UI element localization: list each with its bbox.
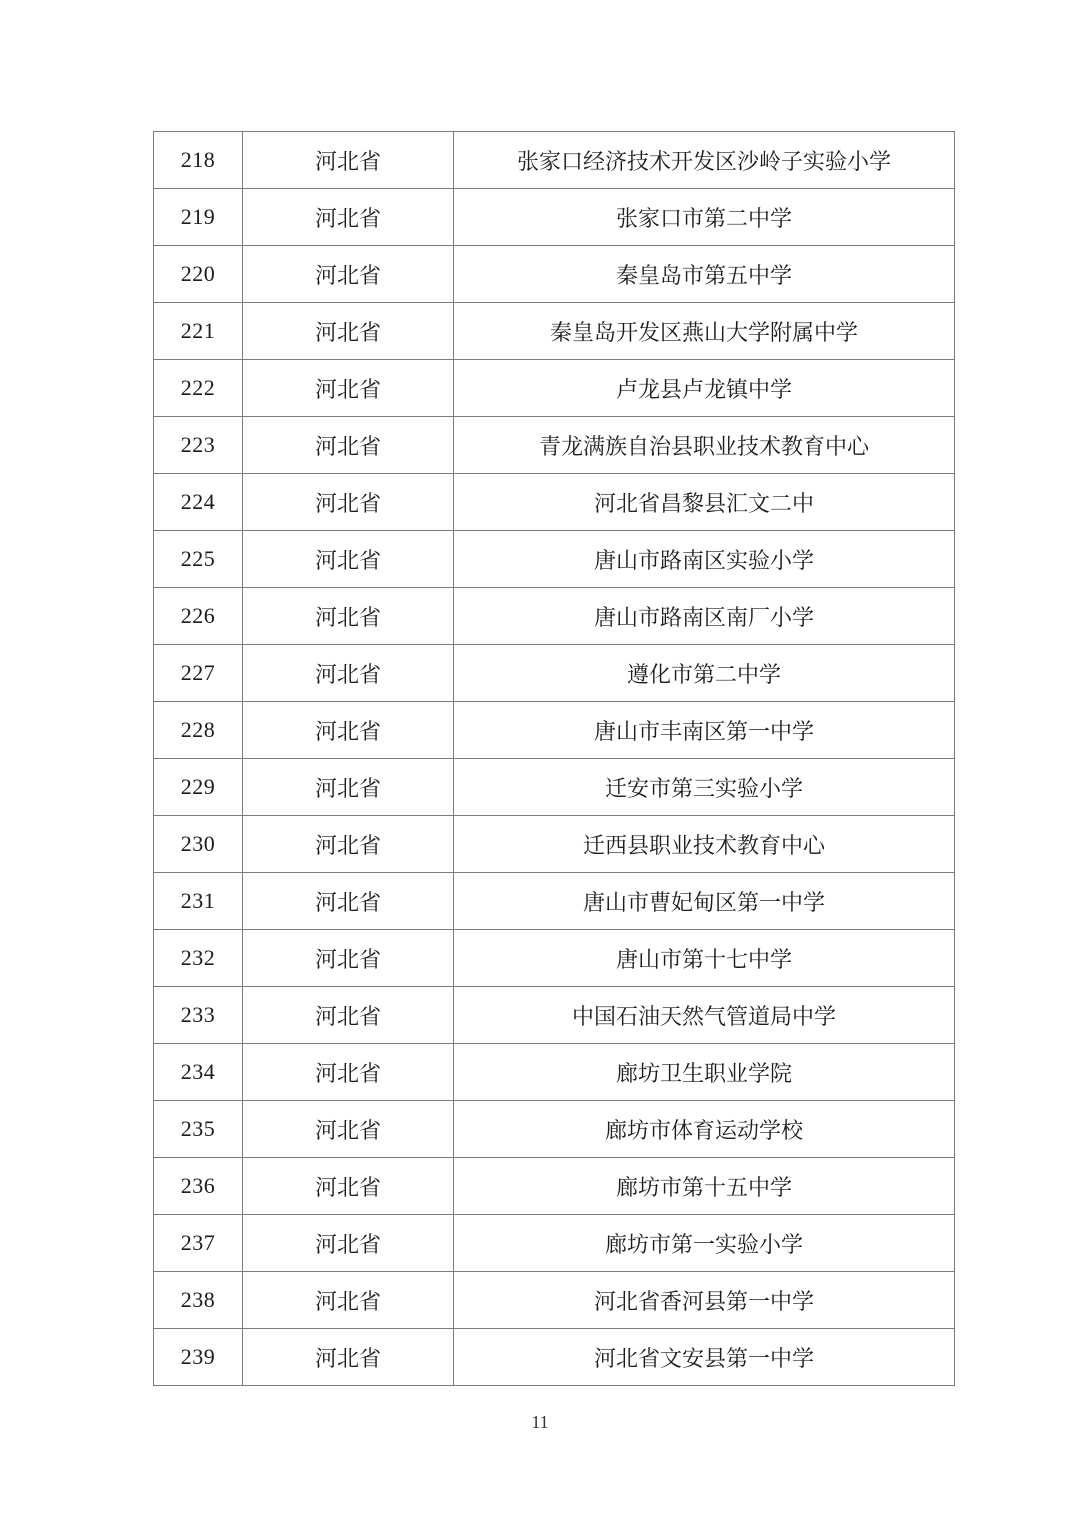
cell-province: 河北省: [243, 1272, 454, 1329]
table-row: [154, 417, 955, 474]
cell-index: 230: [154, 816, 243, 873]
cell-school: 唐山市第十七中学: [454, 930, 955, 987]
cell-school: 河北省香河县第一中学: [454, 1272, 955, 1329]
cell-school: 张家口市第二中学: [454, 189, 955, 246]
cell-province: 河北省: [243, 987, 454, 1044]
school-list-table: [153, 131, 955, 1386]
table-row: [154, 987, 955, 1044]
cell-index: 219: [154, 189, 243, 246]
table-row: [154, 759, 955, 816]
table-row: [154, 873, 955, 930]
cell-index: 238: [154, 1272, 243, 1329]
cell-school: 迁安市第三实验小学: [454, 759, 955, 816]
table-row: [154, 1101, 955, 1158]
cell-province: 河北省: [243, 873, 454, 930]
cell-school: 廊坊市第十五中学: [454, 1158, 955, 1215]
cell-school: 青龙满族自治县职业技术教育中心: [454, 417, 955, 474]
cell-province: 河北省: [243, 189, 454, 246]
cell-index: 237: [154, 1215, 243, 1272]
cell-province: 河北省: [243, 645, 454, 702]
cell-school: 唐山市路南区南厂小学: [454, 588, 955, 645]
cell-school: 廊坊市第一实验小学: [454, 1215, 955, 1272]
cell-school: 河北省昌黎县汇文二中: [454, 474, 955, 531]
cell-index: 229: [154, 759, 243, 816]
table-row: [154, 303, 955, 360]
cell-school: 遵化市第二中学: [454, 645, 955, 702]
cell-school: 河北省文安县第一中学: [454, 1329, 955, 1386]
cell-province: 河北省: [243, 1044, 454, 1101]
cell-index: 218: [154, 132, 243, 189]
table-row: [154, 531, 955, 588]
cell-school: 廊坊卫生职业学院: [454, 1044, 955, 1101]
cell-index: 228: [154, 702, 243, 759]
cell-index: 221: [154, 303, 243, 360]
table-row: [154, 474, 955, 531]
cell-province: 河北省: [243, 588, 454, 645]
cell-index: 232: [154, 930, 243, 987]
cell-index: 225: [154, 531, 243, 588]
cell-province: 河北省: [243, 246, 454, 303]
table-row: [154, 816, 955, 873]
cell-province: 河北省: [243, 360, 454, 417]
cell-school: 秦皇岛开发区燕山大学附属中学: [454, 303, 955, 360]
cell-province: 河北省: [243, 930, 454, 987]
table-row: [154, 132, 955, 189]
cell-index: 227: [154, 645, 243, 702]
table-row: [154, 246, 955, 303]
cell-province: 河北省: [243, 1101, 454, 1158]
cell-index: 231: [154, 873, 243, 930]
cell-index: 234: [154, 1044, 243, 1101]
cell-school: 唐山市路南区实验小学: [454, 531, 955, 588]
table-row: [154, 588, 955, 645]
cell-province: 河北省: [243, 303, 454, 360]
cell-province: 河北省: [243, 702, 454, 759]
table-row: [154, 702, 955, 759]
cell-index: 222: [154, 360, 243, 417]
cell-school: 唐山市丰南区第一中学: [454, 702, 955, 759]
table-row: [154, 1215, 955, 1272]
cell-province: 河北省: [243, 816, 454, 873]
cell-province: 河北省: [243, 1329, 454, 1386]
page-number: 11: [531, 1412, 549, 1432]
table-row: [154, 360, 955, 417]
cell-school: 中国石油天然气管道局中学: [454, 987, 955, 1044]
cell-index: 236: [154, 1158, 243, 1215]
cell-province: 河北省: [243, 132, 454, 189]
cell-school: 张家口经济技术开发区沙岭子实验小学: [454, 132, 955, 189]
table-row: [154, 645, 955, 702]
cell-province: 河北省: [243, 531, 454, 588]
cell-school: 廊坊市体育运动学校: [454, 1101, 955, 1158]
table-row: [154, 1272, 955, 1329]
cell-province: 河北省: [243, 1215, 454, 1272]
cell-index: 226: [154, 588, 243, 645]
cell-index: 235: [154, 1101, 243, 1158]
cell-school: 迁西县职业技术教育中心: [454, 816, 955, 873]
cell-index: 220: [154, 246, 243, 303]
cell-province: 河北省: [243, 1158, 454, 1215]
cell-index: 239: [154, 1329, 243, 1386]
table-row: [154, 1329, 955, 1386]
cell-school: 卢龙县卢龙镇中学: [454, 360, 955, 417]
school-table-body: [154, 132, 955, 1386]
cell-index: 224: [154, 474, 243, 531]
cell-school: 唐山市曹妃甸区第一中学: [454, 873, 955, 930]
cell-province: 河北省: [243, 759, 454, 816]
cell-school: 秦皇岛市第五中学: [454, 246, 955, 303]
cell-index: 233: [154, 987, 243, 1044]
table-row: [154, 1158, 955, 1215]
table-row: [154, 1044, 955, 1101]
cell-province: 河北省: [243, 417, 454, 474]
cell-province: 河北省: [243, 474, 454, 531]
cell-index: 223: [154, 417, 243, 474]
table-row: [154, 189, 955, 246]
table-row: [154, 930, 955, 987]
